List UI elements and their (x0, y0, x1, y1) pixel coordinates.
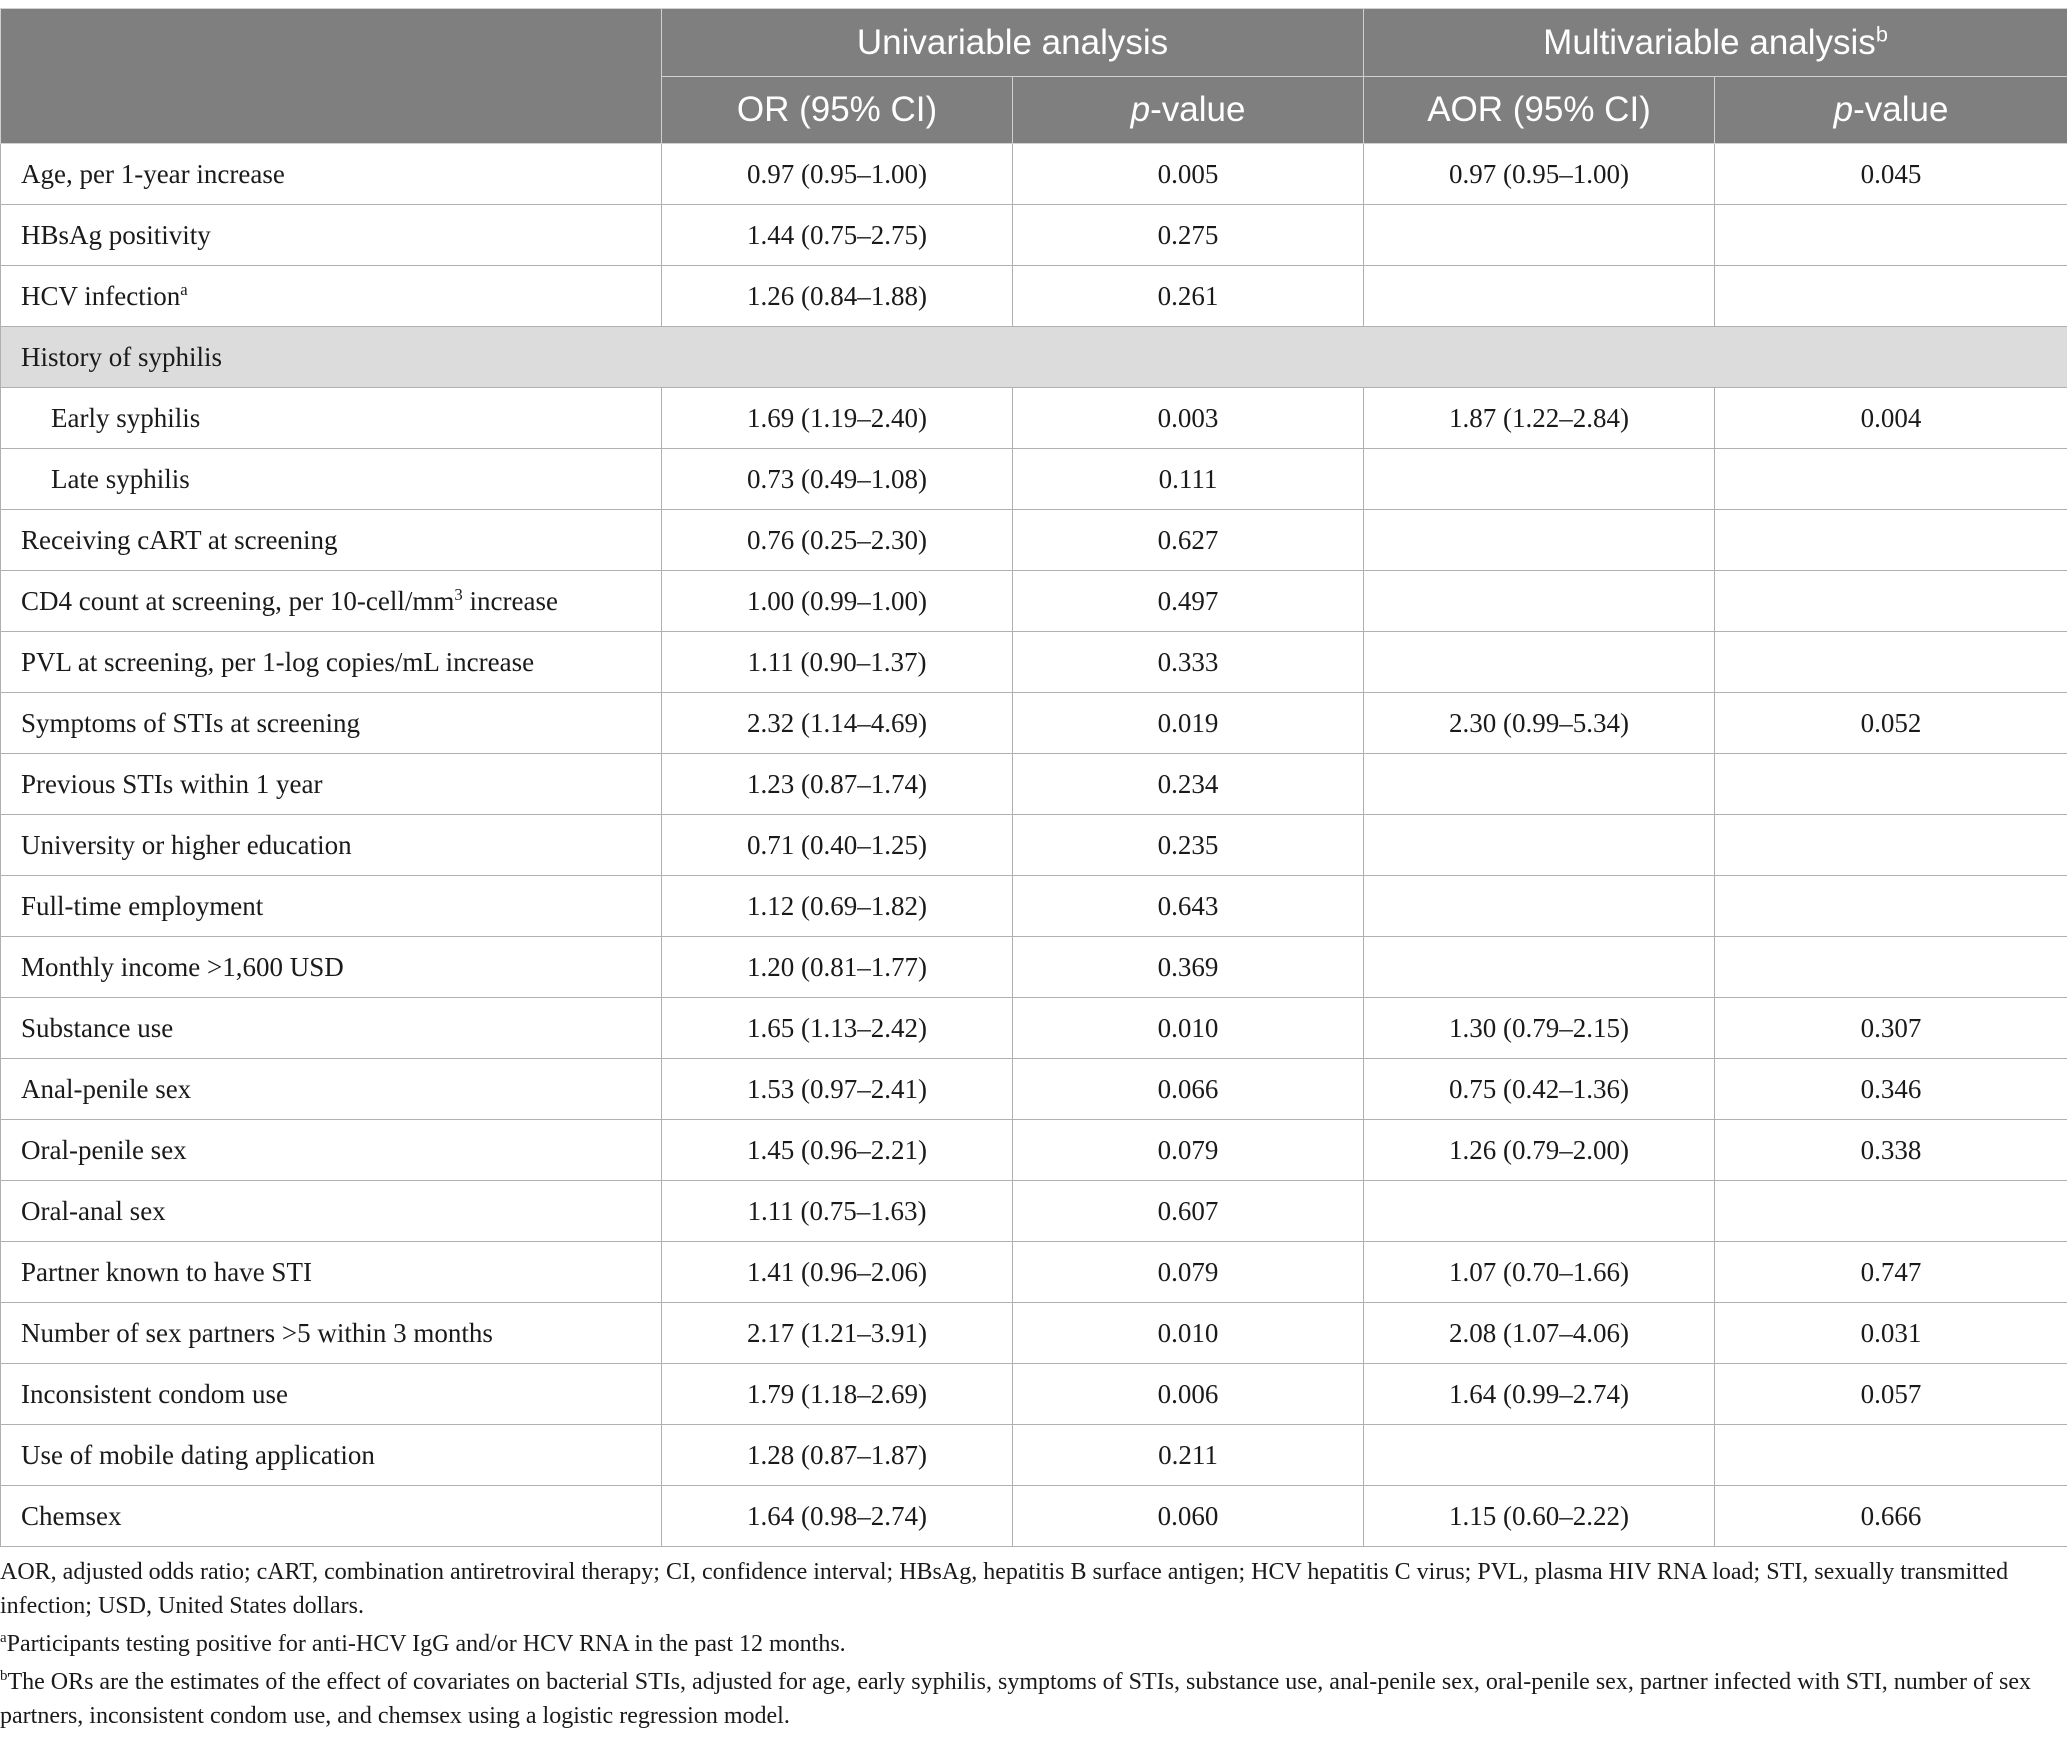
footnote-b (0, 1665, 2050, 1733)
p-value-cell: 0.497 (1013, 571, 1364, 632)
adjusted-p-value-cell: 0.052 (1715, 693, 2067, 754)
table-row (1, 1486, 2067, 1547)
row-label-cell (1, 571, 662, 632)
row-label: Inconsistent condom use (21, 1378, 288, 1409)
p-value-cell: 0.005 (1013, 144, 1364, 205)
adjusted-p-value-cell: 0.307 (1715, 998, 2067, 1059)
adjusted-p-value-cell (1715, 1181, 2067, 1242)
footnote-a (0, 1627, 2050, 1661)
row-label: Age, per 1-year increase (21, 158, 285, 189)
row-label: PVL at screening, per 1-log copies/mL increase (21, 646, 535, 677)
adjusted-p-value-cell (1715, 632, 2067, 693)
adjusted-odds-ratio-cell: 1.26 (0.79–2.00) (1364, 1120, 1715, 1181)
odds-ratio-cell: 1.53 (0.97–2.41) (662, 1059, 1013, 1120)
odds-ratio-cell: 1.11 (0.90–1.37) (662, 632, 1013, 693)
row-label-cell (1, 510, 662, 571)
odds-ratio-cell: 1.44 (0.75–2.75) (662, 205, 1013, 266)
results-table (0, 8, 2067, 1547)
header-or (662, 77, 1013, 144)
row-label-cell (1, 815, 662, 876)
adjusted-p-value-cell: 0.346 (1715, 1059, 2067, 1120)
odds-ratio-cell: 1.64 (0.98–2.74) (662, 1486, 1013, 1547)
row-label-suffix: increase (462, 585, 558, 616)
p-value-cell: 0.079 (1013, 1242, 1364, 1303)
adjusted-p-value-cell: 0.747 (1715, 1242, 2067, 1303)
odds-ratio-cell: 1.28 (0.87–1.87) (662, 1425, 1013, 1486)
adjusted-odds-ratio-cell (1364, 266, 1715, 327)
adjusted-p-value-cell (1715, 449, 2067, 510)
adjusted-odds-ratio-cell (1364, 510, 1715, 571)
adjusted-odds-ratio-cell (1364, 632, 1715, 693)
or-label: OR (95% CI) (736, 90, 938, 129)
footnotes (0, 1555, 2050, 1737)
footnote-b-text: The ORs are the estimates of the effect of covariates on bacterial STIs, adjusted for age, early syphilis, symptoms of STIs, substance use, anal-penile sex, oral-penile sex, partner infected with STI, number of sex partners, inconsistent condom use, and chemsex using a logistic regression model. (0, 1669, 2032, 1729)
row-label: Chemsex (21, 1500, 122, 1531)
adjusted-p-value-cell: 0.666 (1715, 1486, 2067, 1547)
table-header (1, 9, 2067, 144)
row-label-cell (1, 998, 662, 1059)
row-label-cell (1, 1120, 662, 1181)
odds-ratio-cell: 1.45 (0.96–2.21) (662, 1120, 1013, 1181)
table-row (1, 693, 2067, 754)
table-row (1, 1181, 2067, 1242)
row-label-superscript: a (180, 279, 188, 299)
row-label-cell (1, 205, 662, 266)
p-value-cell: 0.234 (1013, 754, 1364, 815)
p-value-cell: 0.010 (1013, 1303, 1364, 1364)
p-value-cell: 0.010 (1013, 998, 1364, 1059)
aor-label: AOR (95% CI) (1427, 90, 1651, 129)
table-row (1, 388, 2067, 449)
p-value-cell: 0.111 (1013, 449, 1364, 510)
odds-ratio-cell: 2.17 (1.21–3.91) (662, 1303, 1013, 1364)
p-value-cell: 0.627 (1013, 510, 1364, 571)
odds-ratio-cell: 1.69 (1.19–2.40) (662, 388, 1013, 449)
table-row (1, 937, 2067, 998)
footnote-a-text: Participants testing positive for anti-HCV IgG and/or HCV RNA in the past 12 months. (6, 1631, 846, 1657)
table-row (1, 1425, 2067, 1486)
adjusted-odds-ratio-cell: 2.08 (1.07–4.06) (1364, 1303, 1715, 1364)
footnote-b-mark: b (0, 1668, 8, 1684)
row-label-cell (1, 693, 662, 754)
p-value-cell: 0.369 (1013, 937, 1364, 998)
adjusted-p-value-cell (1715, 754, 2067, 815)
adjusted-odds-ratio-cell: 1.87 (1.22–2.84) (1364, 388, 1715, 449)
adjusted-odds-ratio-cell: 1.15 (0.60–2.22) (1364, 1486, 1715, 1547)
row-label-cell (1, 1242, 662, 1303)
row-label: Previous STIs within 1 year (21, 768, 323, 799)
row-label: Anal-penile sex (21, 1073, 192, 1104)
adjusted-p-value-cell (1715, 205, 2067, 266)
p-value-cell: 0.607 (1013, 1181, 1364, 1242)
multivariable-label: Multivariable analysis (1543, 22, 1876, 62)
header-adjusted-p-value (1715, 77, 2067, 144)
row-label-cell (1, 876, 662, 937)
row-label-cell (1, 1364, 662, 1425)
adjusted-odds-ratio-cell (1364, 571, 1715, 632)
row-label: CD4 count at screening, per 10-cell/mm (21, 585, 455, 616)
table-row (1, 754, 2067, 815)
adjusted-odds-ratio-cell (1364, 1181, 1715, 1242)
adjusted-p-value-cell (1715, 1425, 2067, 1486)
table-row (1, 815, 2067, 876)
adjusted-odds-ratio-cell (1364, 205, 1715, 266)
adjusted-odds-ratio-cell (1364, 815, 1715, 876)
row-label-cell (1, 388, 662, 449)
p-suffix: -value (1150, 90, 1246, 129)
p-value-cell: 0.003 (1013, 388, 1364, 449)
row-label-cell (1, 449, 662, 510)
table-row (1, 571, 2067, 632)
table-row (1, 510, 2067, 571)
adjusted-p-value-cell: 0.338 (1715, 1120, 2067, 1181)
p-value-cell: 0.019 (1013, 693, 1364, 754)
row-label: Number of sex partners >5 within 3 months (21, 1317, 493, 1348)
row-label-cell (1, 1486, 662, 1547)
table-body (1, 144, 2067, 1547)
table-row (1, 1303, 2067, 1364)
row-label-cell (1, 937, 662, 998)
p-value-cell: 0.066 (1013, 1059, 1364, 1120)
table-row (1, 144, 2067, 205)
adjusted-odds-ratio-cell: 2.30 (0.99–5.34) (1364, 693, 1715, 754)
header-univariable (662, 9, 1364, 77)
odds-ratio-cell: 1.12 (0.69–1.82) (662, 876, 1013, 937)
adjusted-odds-ratio-cell: 0.75 (0.42–1.36) (1364, 1059, 1715, 1120)
table-row (1, 1364, 2067, 1425)
row-label-cell (1, 1425, 662, 1486)
adjusted-odds-ratio-cell: 1.07 (0.70–1.66) (1364, 1242, 1715, 1303)
p-italic: p (1833, 90, 1854, 129)
adjusted-odds-ratio-cell (1364, 1425, 1715, 1486)
odds-ratio-cell: 0.71 (0.40–1.25) (662, 815, 1013, 876)
table-row (1, 266, 2067, 327)
row-label-cell (1, 1181, 662, 1242)
row-label: Late syphilis (51, 463, 190, 494)
footnote-a-mark: a (0, 1630, 7, 1646)
row-label: Partner known to have STI (21, 1256, 312, 1287)
header-blank-cell (1, 9, 662, 144)
row-label: Substance use (21, 1012, 174, 1043)
adjusted-p-value-cell: 0.031 (1715, 1303, 2067, 1364)
adjusted-p-value-cell (1715, 937, 2067, 998)
table-row (1, 449, 2067, 510)
header-row-groups (1, 9, 2067, 77)
adjusted-p-value-cell (1715, 266, 2067, 327)
row-label: Receiving cART at screening (21, 524, 338, 555)
table-row (1, 205, 2067, 266)
adjusted-odds-ratio-cell (1364, 754, 1715, 815)
row-label-cell (1, 632, 662, 693)
header-p-value (1013, 77, 1364, 144)
odds-ratio-cell: 0.76 (0.25–2.30) (662, 510, 1013, 571)
p-value-cell: 0.643 (1013, 876, 1364, 937)
odds-ratio-cell: 2.32 (1.14–4.69) (662, 693, 1013, 754)
adjusted-odds-ratio-cell (1364, 937, 1715, 998)
row-label: HBsAg positivity (21, 219, 211, 250)
header-aor (1364, 77, 1715, 144)
odds-ratio-cell: 1.23 (0.87–1.74) (662, 754, 1013, 815)
odds-ratio-cell: 1.26 (0.84–1.88) (662, 266, 1013, 327)
table-row (1, 876, 2067, 937)
p-suffix: -value (1853, 90, 1949, 129)
row-label-cell (1, 144, 662, 205)
p-value-cell: 0.333 (1013, 632, 1364, 693)
p-value-cell: 0.079 (1013, 1120, 1364, 1181)
odds-ratio-cell: 1.11 (0.75–1.63) (662, 1181, 1013, 1242)
section-row (1, 327, 2067, 388)
table-row (1, 998, 2067, 1059)
adjusted-p-value-cell (1715, 876, 2067, 937)
adjusted-odds-ratio-cell (1364, 449, 1715, 510)
row-label: Oral-anal sex (21, 1195, 166, 1226)
univariable-label: Univariable analysis (856, 22, 1169, 62)
adjusted-p-value-cell: 0.004 (1715, 388, 2067, 449)
row-label: Full-time employment (21, 890, 264, 921)
odds-ratio-cell: 1.41 (0.96–2.06) (662, 1242, 1013, 1303)
odds-ratio-cell: 0.97 (0.95–1.00) (662, 144, 1013, 205)
adjusted-p-value-cell (1715, 815, 2067, 876)
adjusted-odds-ratio-cell: 1.30 (0.79–2.15) (1364, 998, 1715, 1059)
adjusted-p-value-cell: 0.057 (1715, 1364, 2067, 1425)
p-value-cell: 0.211 (1013, 1425, 1364, 1486)
row-label: Symptoms of STIs at screening (21, 707, 360, 738)
odds-ratio-cell: 1.65 (1.13–2.42) (662, 998, 1013, 1059)
row-label: Oral-penile sex (21, 1134, 187, 1165)
table-row (1, 632, 2067, 693)
p-value-cell: 0.261 (1013, 266, 1364, 327)
p-italic: p (1130, 90, 1151, 129)
row-label: Monthly income >1,600 USD (21, 951, 344, 982)
p-value-cell: 0.235 (1013, 815, 1364, 876)
odds-ratio-cell: 1.79 (1.18–2.69) (662, 1364, 1013, 1425)
adjusted-odds-ratio-cell (1364, 876, 1715, 937)
adjusted-p-value-cell: 0.045 (1715, 144, 2067, 205)
odds-ratio-cell: 0.73 (0.49–1.08) (662, 449, 1013, 510)
adjusted-p-value-cell (1715, 510, 2067, 571)
row-label: HCV infection (21, 280, 181, 311)
odds-ratio-cell: 1.20 (0.81–1.77) (662, 937, 1013, 998)
row-label: Use of mobile dating application (21, 1439, 375, 1470)
row-label: Early syphilis (51, 402, 201, 433)
table-row (1, 1120, 2067, 1181)
p-value-cell: 0.060 (1013, 1486, 1364, 1547)
row-label-superscript: 3 (454, 584, 463, 604)
section-label: History of syphilis (1, 327, 2067, 388)
footnote-abbreviations: AOR, adjusted odds ratio; cART, combination antiretroviral therapy; CI, confidence interval; HBsAg, hepatitis B surface antigen; HCV hepatitis C virus; PVL, plasma HIV RNA load; STI, sexually transmitted infection; USD, United States dollars. (0, 1559, 2009, 1619)
table-row (1, 1242, 2067, 1303)
p-value-cell: 0.006 (1013, 1364, 1364, 1425)
row-label: University or higher education (21, 829, 352, 860)
adjusted-p-value-cell (1715, 571, 2067, 632)
row-label-cell (1, 754, 662, 815)
multivariable-footnote-mark: b (1875, 20, 1888, 46)
row-label-cell (1, 266, 662, 327)
adjusted-odds-ratio-cell: 0.97 (0.95–1.00) (1364, 144, 1715, 205)
row-label-cell (1, 1303, 662, 1364)
header-multivariable (1364, 9, 2067, 77)
table-row (1, 1059, 2067, 1120)
p-value-cell: 0.275 (1013, 205, 1364, 266)
adjusted-odds-ratio-cell: 1.64 (0.99–2.74) (1364, 1364, 1715, 1425)
row-label-cell (1, 1059, 662, 1120)
odds-ratio-cell: 1.00 (0.99–1.00) (662, 571, 1013, 632)
